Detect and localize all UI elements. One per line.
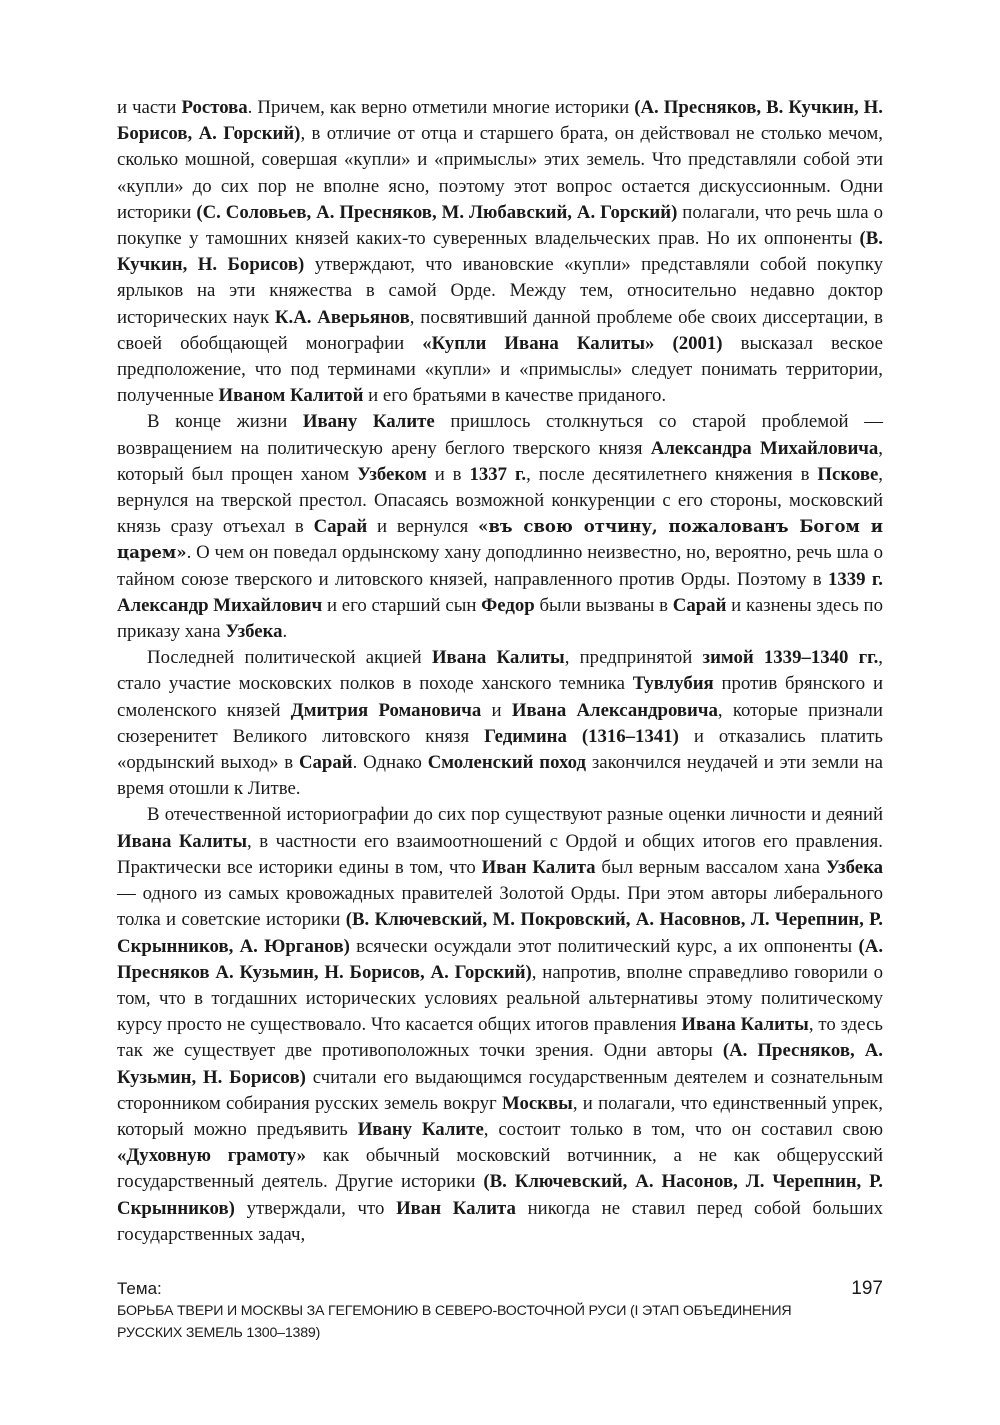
text-run: , в отличие от отца и старшего брата, он действовал не столько мечом, сколько мошной, совершая «купли» и «примыслы» этих земель. Что представляли собой эти «купли» до сих пор не вполне ясно, поэтому этот вопрос остается дискуссионным. Одни историки [117, 123, 884, 223]
text-run: . [282, 621, 288, 643]
text-run: , вернулся на тверской престол. Опасаясь возможной конкуренции с его стороны, московский князь сразу отъехал в [117, 463, 883, 538]
bold-term: Ивана Александровича [511, 699, 718, 721]
text-run: был верным вассалом хана [595, 856, 826, 878]
text-run: утверждают, что ивановские «купли» представляли собой покупку ярлыков на эти княжества в самой Орде. Между тем, относительно недавно доктор исторических наук [117, 254, 883, 328]
text-run: . О чем он поведал ордынскому хану доподлинно неизвестно, но, вероятно, речь шла о тайном союзе тверского и литовского князей, направленного против Орды. Поэтому в [117, 542, 883, 590]
bold-term: Смоленский поход [427, 752, 587, 774]
bold-term: (В. Ключевский, А. Насонов, Л. Черепнин, Р. Скрынников) [117, 1171, 883, 1219]
text-run: , состоит только в том, что он составил свою [483, 1118, 883, 1140]
bold-term: Узбеком [357, 463, 427, 485]
bold-term: Ростова [181, 97, 248, 118]
text-run: высказал веское предположение, что под терминами «купли» и «примыслы» следует понимать территории, полученные [117, 332, 883, 407]
text-run: и части [117, 97, 182, 118]
footer-topic-line-1: БОРЬБА ТВЕРИ И МОСКВЫ ЗА ГЕГЕМОНИЮ В СЕВЕРО-ВОСТОЧНОЙ РУСИ (I ЭТАП ОБЪЕДИНЕНИЯ [117, 1303, 792, 1319]
text-run: Последней политической акцией [147, 647, 432, 669]
text-run: пришлось столкнуться со старой проблемой — возвращением на политическую арену беглого тверского князя [117, 411, 883, 459]
text-run: , стало участие московских полков в походе ханского темника [117, 647, 883, 695]
text-run: , которые признали сюзеренитет Великого литовского князя [117, 699, 883, 747]
bold-term: Сарай [313, 516, 368, 538]
bold-term: Москвы [501, 1092, 573, 1114]
bold-term: 1339 г. Александр Михайлович [117, 568, 883, 616]
bold-term: Узбека [225, 621, 283, 643]
bold-term: (А. Пресняков, В. Кучкин, Н. Борисов, А. Горский) [117, 97, 883, 145]
page-footer [117, 1278, 883, 1344]
bold-term: Ивана Калиты [117, 830, 248, 852]
text-run: и вернулся [367, 516, 479, 538]
text-run: и отказались платить «ордынский выход» в [117, 725, 883, 774]
bold-term: Тувлубия [632, 673, 714, 695]
bold-term: Сарай [298, 752, 353, 774]
bold-term: Ивану Калите [302, 411, 435, 433]
text-run: В конце жизни [147, 411, 303, 433]
bold-term: (А. Пресняков А. Кузьмин, Н. Борисов, А. Горский) [117, 935, 884, 983]
bold-term: Иван Калита [481, 856, 596, 878]
bold-term: Гедимина (1316–1341) [484, 725, 679, 747]
text-run: , посвятивший данной проблеме обе своих диссертации, в своей обобщающей монографии [117, 306, 884, 354]
text-run: , напротив, вполне справедливо говорили о том, что в тогдашних исторических условиях реальной альтернативы этому политическому курсу просто не существовало. Что касается общих итогов правления [117, 961, 884, 1036]
bold-term: Ивану Калите [357, 1118, 484, 1140]
text-run: , предпринятой [564, 647, 703, 669]
text-run: считали его выдающимся государственным деятелем и сознательным сторонником собирания русских земель вокруг [117, 1066, 883, 1114]
bold-term: «Купли Ивана Калиты» (2001) [422, 332, 723, 354]
text-run: полагали, что речь шла о покупке у тамошних князей каких-то суверенных владельческих прав. Но их оппоненты [117, 201, 883, 250]
text-run: . Однако [352, 752, 428, 774]
footer-topic-label: Тема: [117, 1279, 162, 1298]
paragraph [117, 645, 883, 802]
bold-term: Сарай [672, 594, 727, 616]
bold-term: Александра Михайловича [650, 437, 879, 459]
bold-term: (А. Пресняков, А. Кузьмин, Н. Борисов) [117, 1040, 883, 1088]
text-run: , после десятилетнего княжения в [526, 463, 818, 485]
bold-term: Узбека [825, 856, 884, 878]
text-run: и его братьями в качестве приданого. [363, 385, 667, 407]
bold-term: К.А. Аверьянов [274, 306, 410, 328]
bold-term: Ивана Калиты [431, 647, 565, 669]
text-run: . Причем, как верно отметили многие историки [247, 97, 635, 118]
page-number: 197 [851, 1278, 883, 1299]
text-run: всячески осуждали этот политический курс, а их оппоненты [349, 935, 859, 957]
bold-term: Федор [481, 594, 535, 616]
text-run: против брянского и смоленского князей [117, 673, 883, 721]
bold-term: зимой 1339–1340 гг. [702, 647, 879, 669]
bold-term: Ивана Калиты [681, 1014, 809, 1036]
bold-term: (В. Ключевский, М. Покровский, А. Насовнов, Л. Черепнин, Р. Скрынников, А. Юрганов) [117, 909, 883, 957]
text-run: закончился неудачей и эти земли на время отошли к Литве. [117, 752, 883, 800]
text-run: и в [426, 463, 470, 485]
footer-topic-line-2: РУССКИХ ЗЕМЕЛЬ 1300–1389) [117, 1325, 321, 1341]
text-run: и казнены здесь по приказу хана [117, 594, 883, 643]
paragraph [117, 95, 883, 409]
text-run: , то здесь так же существует две противоположных точки зрения. Одни авторы [117, 1014, 883, 1062]
text-run: , в частности его взаимоотношений с Ордой и общих итогов его правления. Практически все историки едины в том, что [117, 830, 883, 878]
text-run: никогда не ставил перед собой больших государственных задач, [117, 1197, 884, 1245]
paragraph [117, 409, 883, 645]
text-run: , который был прощен ханом [117, 437, 883, 485]
text-run: и его старший сын [322, 594, 482, 616]
text-run: В отечественной историографии до сих пор существуют разные оценки личности и деяний [147, 804, 883, 826]
bold-term: (С. Соловьев, А. Пресняков, М. Любавский, А. Горский) [196, 201, 678, 223]
bold-term: Дмитрия Романовича [290, 699, 482, 721]
bold-term: Иван Калита [396, 1197, 516, 1219]
body-text [117, 95, 883, 1248]
bold-term: 1337 г. [469, 463, 527, 485]
paragraph [117, 802, 883, 1247]
text-run: были вызваны в [534, 594, 673, 616]
quoted-old-text: «въ свою отчину, пожалованъ Богом и царем» [117, 517, 883, 563]
text-run: как обычный московский вотчинник, а не как общерусский государственный деятель. Другие историки [117, 1145, 883, 1193]
text-run: — одного из самых кровожадных правителей Золотой Орды. При этом авторы либерального толка и советские историки [117, 883, 883, 931]
bold-term: «Духовную грамоту» [117, 1145, 307, 1167]
text-run: утверждали, что [234, 1197, 397, 1219]
bold-term: Пскове [817, 463, 879, 485]
text-run: , и полагали, что единственный упрек, который можно предъявить [117, 1092, 883, 1140]
bold-term: (В. Кучкин, Н. Борисов) [117, 228, 883, 276]
text-run: и [481, 699, 512, 721]
bold-term: Иваном Калитой [218, 385, 364, 407]
